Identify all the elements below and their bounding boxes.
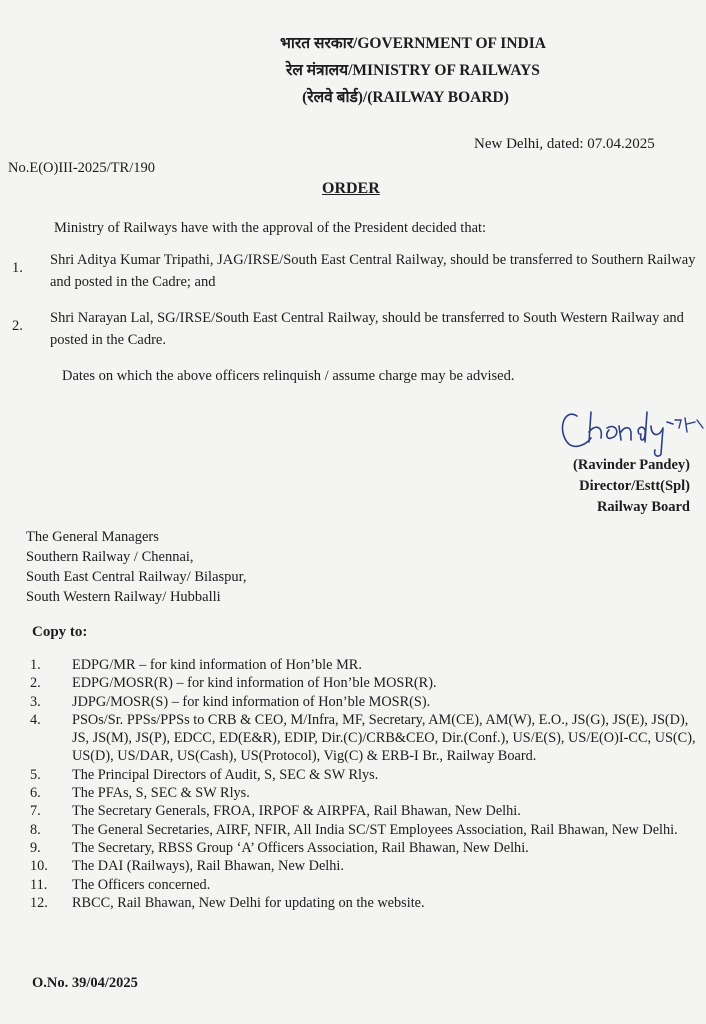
signatory-designation: Director/Estt(Spl) (579, 478, 690, 494)
copy-list-item (30, 894, 700, 912)
document-date: New Delhi, dated: 07.04.2025 (474, 136, 655, 152)
copy-item-number: 5. (30, 766, 41, 783)
copy-item-number: 7. (30, 803, 41, 820)
letterhead (0, 30, 706, 111)
addressee-line: Southern Railway / Chennai, (26, 549, 194, 565)
order-item-number: 1. (12, 260, 23, 276)
dates-note: Dates on which the above officers relinquish / assume charge may be advised. (62, 368, 515, 384)
handwritten-signature (555, 398, 705, 458)
copy-item-text: The DAI (Railways), Rail Bhawan, New Delhi. (72, 858, 344, 875)
copy-list-item (30, 876, 700, 894)
copy-item-number: 3. (30, 693, 41, 710)
intro-text: Ministry of Railways have with the approval of the President decided that: (54, 220, 487, 236)
copy-list-item (30, 857, 700, 875)
order-title: ORDER (322, 180, 380, 197)
addressee-line: The General Managers (26, 529, 159, 545)
copy-item-text: The PFAs, S, SEC & SW Rlys. (72, 785, 250, 802)
copy-item-text: The Secretary Generals, FROA, IRPOF & AIRPFA, Rail Bhawan, New Delhi. (72, 803, 521, 820)
letterhead-government: भारत सरकार/GOVERNMENT OF INDIA (280, 35, 546, 52)
copy-list-item (30, 839, 700, 857)
addressee-line: South Western Railway/ Hubballi (26, 589, 221, 605)
copy-list-item (30, 674, 700, 692)
copy-list-item (30, 711, 700, 766)
letterhead-board: (रेलवे बोर्ड)/(RAILWAY BOARD) (302, 89, 509, 106)
letterhead-ministry: रेल मंत्रालय/MINISTRY OF RAILWAYS (286, 62, 540, 79)
copy-item-text: The Principal Directors of Audit, S, SEC & SW Rlys. (72, 766, 379, 783)
copy-item-number: 6. (30, 785, 41, 802)
copy-list-item (30, 693, 700, 711)
signatory-name: (Ravinder Pandey) (573, 457, 690, 473)
copy-item-number: 8. (30, 821, 41, 838)
copy-list-item (30, 656, 700, 674)
order-item-text: Shri Narayan Lal, SG/IRSE/South East Central Railway, should be transferred to South Western Railway and posted in the Cadre. (50, 310, 684, 348)
copy-item-number: 2. (30, 675, 41, 692)
order-number: O.No. 39/04/2025 (32, 975, 138, 991)
copy-item-text: JDPG/MOSR(S) – for kind information of Hon’ble MOSR(S). (72, 693, 431, 710)
reference-number: No.E(O)III-2025/TR/190 (8, 160, 155, 176)
copy-item-text: The Secretary, RBSS Group ‘A’ Officers Association, Rail Bhawan, New Delhi. (72, 839, 529, 856)
copy-to-label: Copy to: (32, 624, 88, 640)
copy-list-item (30, 784, 700, 802)
order-item-text: Shri Aditya Kumar Tripathi, JAG/IRSE/South East Central Railway, should be transferred to Southern Railway and posted in the Cadre; and (50, 252, 696, 290)
copy-list-item (30, 766, 700, 784)
order-item-number: 2. (12, 318, 23, 334)
copy-list-item (30, 802, 700, 820)
copy-list-item (30, 821, 700, 839)
copy-item-number: 1. (30, 657, 41, 673)
addressee-line: South East Central Railway/ Bilaspur, (26, 569, 247, 585)
copy-item-text: EDPG/MOSR(R) – for kind information of Hon’ble MOSR(R). (72, 675, 437, 692)
copy-item-text: RBCC, Rail Bhawan, New Delhi for updating on the website. (72, 894, 425, 911)
copy-item-number: 4. (30, 711, 41, 728)
copy-item-number: 12. (30, 894, 48, 911)
copy-item-text: The General Secretaries, AIRF, NFIR, All India SC/ST Employees Association, Rail Bhawan, New Delhi. (72, 821, 678, 838)
copy-item-text: EDPG/MR – for kind information of Hon’ble MR. (72, 657, 362, 673)
addressee-block (26, 527, 247, 607)
copy-item-text: The Officers concerned. (72, 876, 211, 893)
signatory-block (573, 455, 690, 518)
copy-item-text: PSOs/Sr. PPSs/PPSs to CRB & CEO, M/Infra, MF, Secretary, AM(CE), AM(W), E.O., JS(G), JS(E), JS(D), JS, JS(M), JS(P), EDCC, ED(E&R), EDIP, Dir.(C)/CRB&CEO, Dir.(Conf.), US/E(S), US/E(O)I-CC, US(C), US(D), US/DAR, US(Cash), US(Protocol), Vig(C) & ERB-I Br., Railway Board. (72, 711, 696, 765)
copy-list (30, 656, 700, 912)
copy-item-number: 11. (30, 876, 48, 893)
signatory-office: Railway Board (596, 499, 690, 515)
copy-item-number: 9. (30, 839, 41, 856)
copy-item-number: 10. (30, 858, 48, 875)
